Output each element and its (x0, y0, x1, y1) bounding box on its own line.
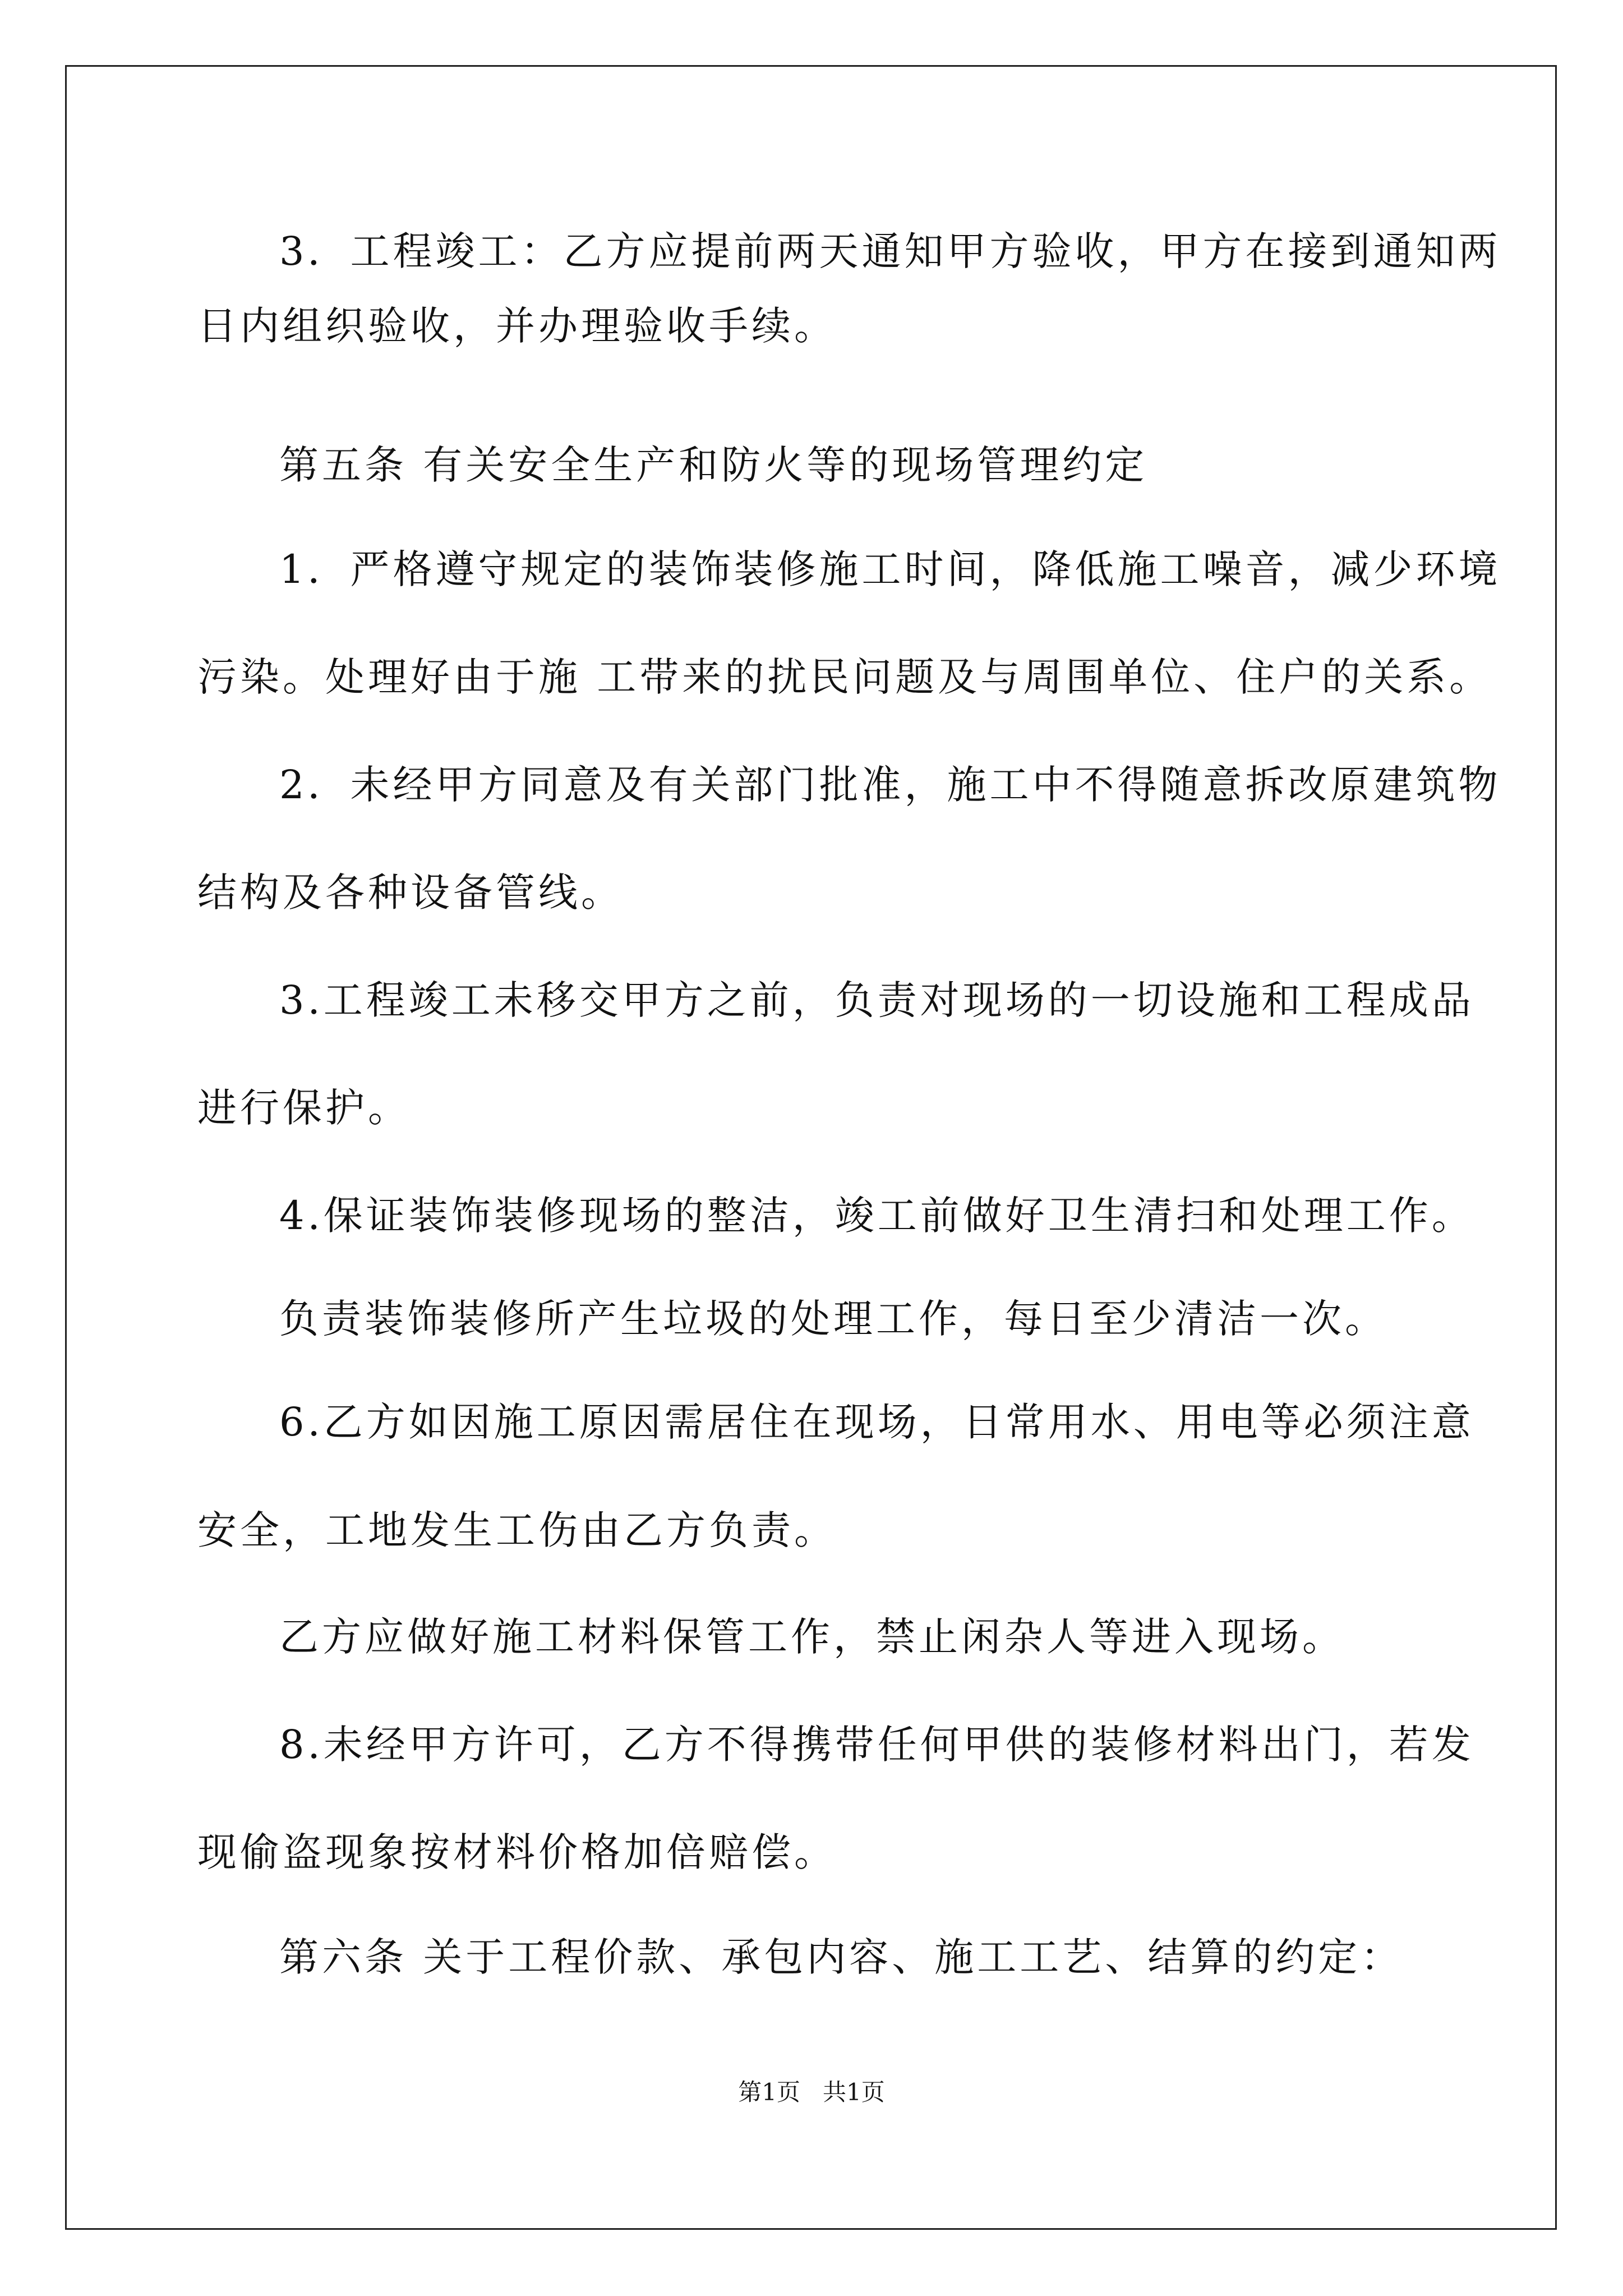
page-border (65, 65, 1557, 2230)
paragraph-line: 2．未经甲方同意及有关部门批准，施工中不得随意拆改原建筑物 (279, 762, 1501, 808)
paragraph-line: 现偷盗现象按材料价格加倍赔偿。 (197, 1829, 837, 1875)
paragraph-line: 6.乙方如因施工原因需居住在现场，日常用水、用电等必须注意 (279, 1399, 1474, 1445)
paragraph-line: 负责装饰装修所产生垃圾的处理工作，每日至少清洁一次。 (279, 1296, 1387, 1342)
section-heading: 第五条 有关安全生产和防火等的现场管理约定 (279, 442, 1148, 488)
paragraph-line: 进行保护。 (197, 1085, 411, 1131)
paragraph-line: 3．工程竣工：乙方应提前两天通知甲方验收，甲方在接到通知两 (279, 228, 1501, 274)
paragraph-line: 乙方应做好施工材料保管工作，禁止闲杂人等进入现场。 (279, 1614, 1345, 1660)
paragraph-line: 结构及各种设备管线。 (197, 869, 624, 915)
paragraph-line: 日内组织验收，并办理验收手续。 (197, 303, 837, 349)
paragraph-line: 1．严格遵守规定的装饰装修施工时间，降低施工噪音，减少环境 (279, 546, 1501, 592)
paragraph-line: 8.未经甲方许可，乙方不得携带任何甲供的装修材料出门，若发 (279, 1722, 1474, 1768)
paragraph-line: 污染。处理好由于施 工带来的扰民问题及与周围单位、住户的关系。 (197, 654, 1492, 700)
paragraph-line: 安全，工地发生工伤由乙方负责。 (197, 1507, 837, 1553)
paragraph-line: 4.保证装饰装修现场的整洁，竣工前做好卫生清扫和处理工作。 (279, 1193, 1474, 1239)
page-number-footer: 第1页 共1页 (738, 2078, 885, 2106)
paragraph-line: 3.工程竣工未移交甲方之前，负责对现场的一切设施和工程成品 (279, 977, 1474, 1023)
section-heading: 第六条 关于工程价款、承包内容、施工工艺、结算的约定： (279, 1934, 1404, 1980)
